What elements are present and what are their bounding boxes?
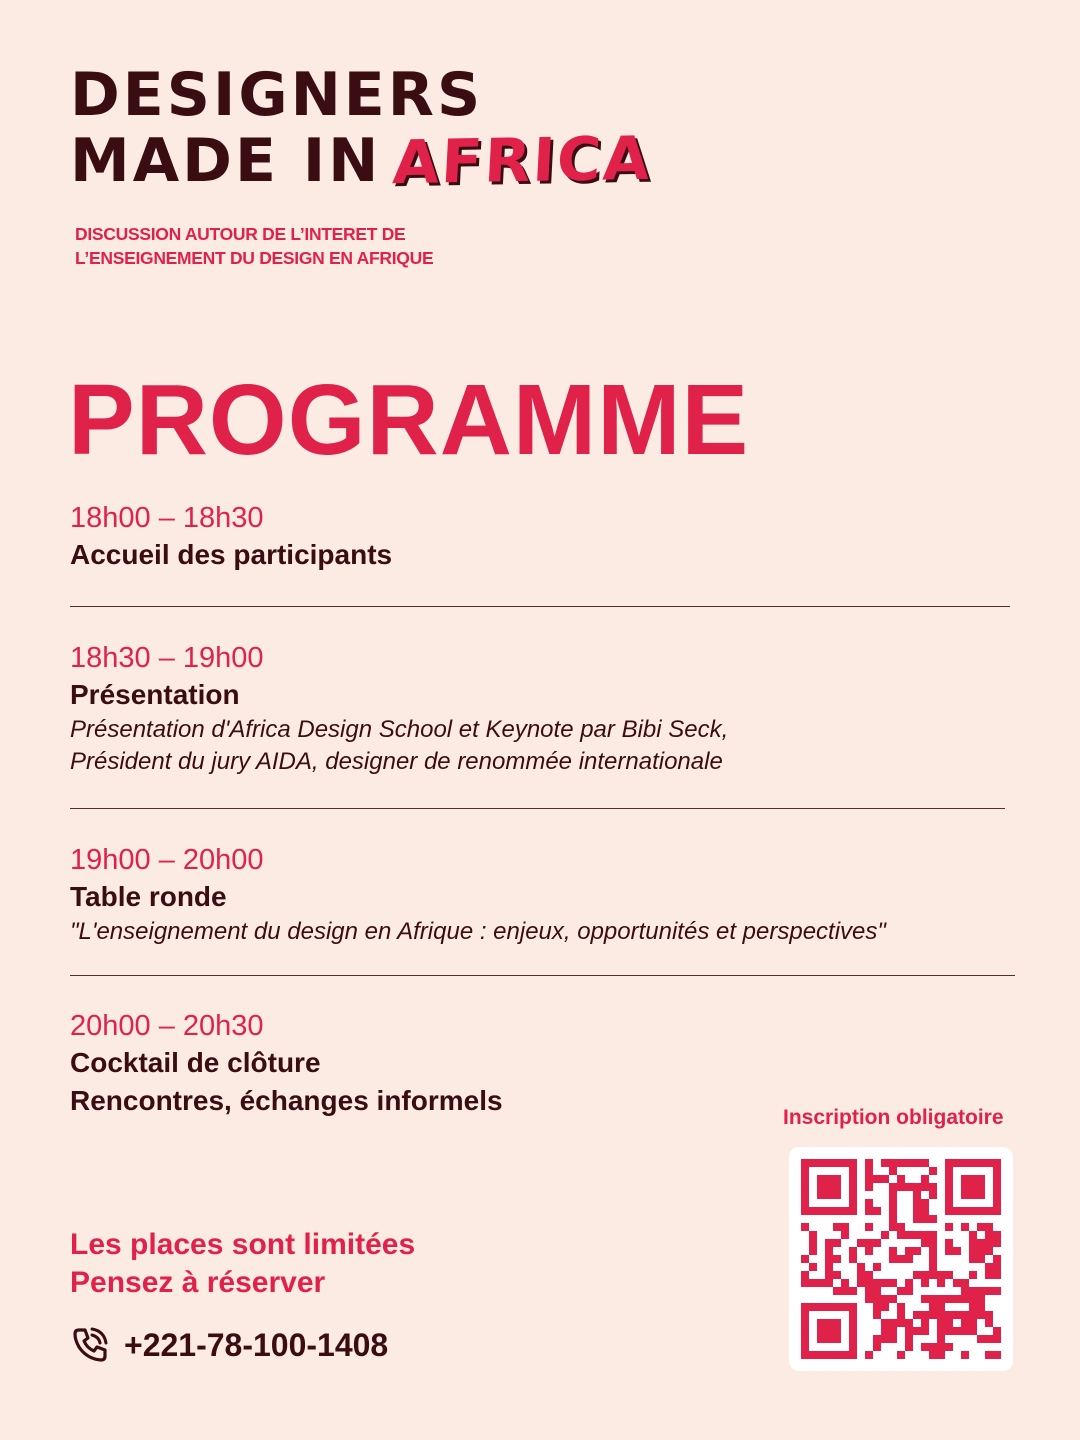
divider <box>70 606 1010 607</box>
brand-title <box>70 60 654 199</box>
phone-call-icon <box>70 1325 110 1365</box>
subtitle-line-2: L’ENSEIGNEMENT DU DESIGN EN AFRIQUE <box>75 248 434 268</box>
phone-contact[interactable] <box>70 1325 388 1365</box>
slot-description: "L'enseignement du design en Afrique : enjeux, opportunités et perspectives" <box>70 918 886 945</box>
inscription-label: Inscription obligatoire <box>783 1106 1004 1129</box>
divider <box>70 975 1015 976</box>
programme-heading: PROGRAMME <box>68 364 750 476</box>
slot-title: Accueil des participants <box>70 539 393 570</box>
subtitle-line-1: DISCUSSION AUTOUR DE L’INTERET DE <box>75 224 406 244</box>
schedule-slot <box>70 1008 503 1120</box>
slot-description: Président du jury AIDA, designer de renommée internationale <box>70 748 723 775</box>
brand-line-2 <box>70 123 654 199</box>
schedule-slot <box>70 640 728 778</box>
limited-line-2: Pensez à réserver <box>70 1266 326 1299</box>
slot-title: Table ronde <box>70 881 227 912</box>
slot-title: Présentation <box>70 679 240 710</box>
schedule-slot <box>70 500 392 574</box>
phone-number: +221-78-100-1408 <box>124 1326 389 1363</box>
slot-time: 18h30 – 19h00 <box>70 642 264 674</box>
brand-made-in: MADE IN <box>70 126 382 196</box>
slot-description: Présentation d'Africa Design School et Keynote par Bibi Seck, <box>70 716 729 743</box>
limited-line-1: Les places sont limitées <box>70 1228 416 1261</box>
schedule-slot <box>70 842 886 948</box>
divider <box>70 808 1005 809</box>
qr-code-card[interactable] <box>789 1147 1013 1371</box>
qr-code-icon <box>801 1159 1001 1359</box>
brand-accent-africa: AFRICA <box>391 123 654 199</box>
slot-time: 19h00 – 20h00 <box>70 844 264 876</box>
slot-time: 20h00 – 20h30 <box>70 1010 264 1042</box>
slot-time: 18h00 – 18h30 <box>70 502 264 534</box>
brand-line-1: DESIGNERS <box>70 60 484 130</box>
limited-seats-notice <box>70 1226 415 1302</box>
slot-title: Cocktail de clôture <box>70 1047 321 1078</box>
slot-title-line-2: Rencontres, échanges informels <box>70 1085 503 1116</box>
event-subtitle <box>75 222 433 270</box>
